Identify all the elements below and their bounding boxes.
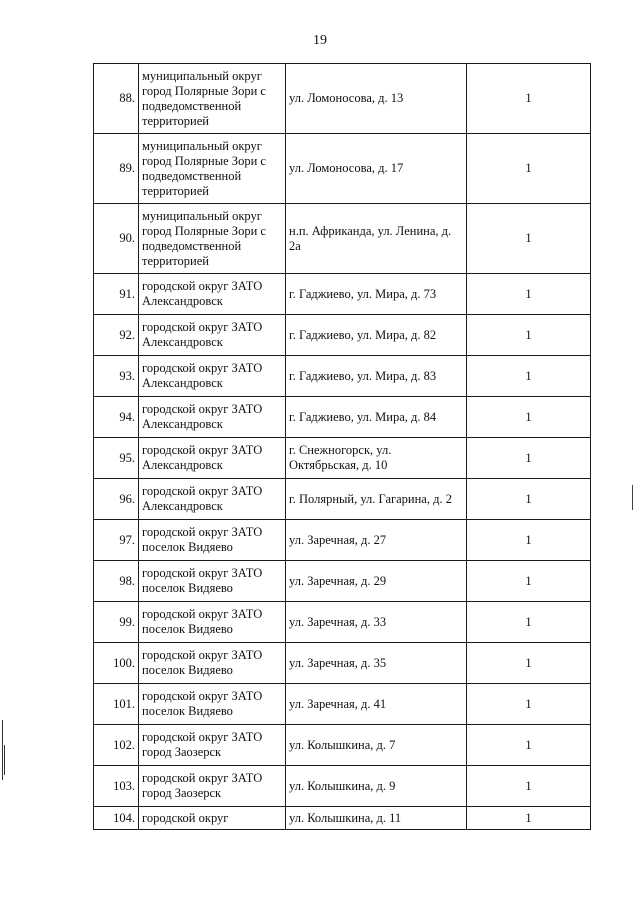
quantity-cell: 1: [467, 479, 591, 520]
table-row: [94, 64, 591, 134]
table-row: [94, 602, 591, 643]
quantity-cell: 1: [467, 274, 591, 315]
row-number: 92.: [94, 315, 139, 356]
table-row: [94, 479, 591, 520]
row-number: 88.: [94, 64, 139, 134]
address-cell: г. Гаджиево, ул. Мира, д. 82: [286, 315, 467, 356]
scan-edge-mark: [632, 485, 633, 510]
quantity-cell: 1: [467, 64, 591, 134]
row-number: 97.: [94, 520, 139, 561]
municipality-cell: городской округ ЗАТО поселок Видяево: [139, 520, 286, 561]
address-cell: г. Полярный, ул. Гагарина, д. 2: [286, 479, 467, 520]
quantity-cell: 1: [467, 397, 591, 438]
address-cell: ул. Ломоносова, д. 17: [286, 134, 467, 204]
quantity-cell: 1: [467, 315, 591, 356]
municipality-cell: муниципальный округ город Полярные Зори с подведомственной территорией: [139, 64, 286, 134]
row-number: 98.: [94, 561, 139, 602]
row-number: 91.: [94, 274, 139, 315]
municipality-cell: городской округ ЗАТО поселок Видяево: [139, 643, 286, 684]
table-row: [94, 684, 591, 725]
page-number: 19: [313, 33, 327, 48]
table-row: [94, 561, 591, 602]
quantity-cell: 1: [467, 438, 591, 479]
municipality-cell: городской округ ЗАТО Александровск: [139, 438, 286, 479]
table-row: [94, 134, 591, 204]
address-cell: ул. Колышкина, д. 9: [286, 766, 467, 807]
municipality-cell: городской округ ЗАТО поселок Видяево: [139, 684, 286, 725]
quantity-cell: 1: [467, 807, 591, 830]
address-cell: ул. Колышкина, д. 7: [286, 725, 467, 766]
table-row: [94, 274, 591, 315]
municipality-cell: городской округ ЗАТО Александровск: [139, 397, 286, 438]
row-number: 95.: [94, 438, 139, 479]
table-row: [94, 725, 591, 766]
table-row: [94, 397, 591, 438]
address-cell: ул. Ломоносова, д. 13: [286, 64, 467, 134]
quantity-cell: 1: [467, 204, 591, 274]
municipality-cell: муниципальный округ город Полярные Зори с подведомственной территорией: [139, 204, 286, 274]
table-row: [94, 807, 591, 830]
municipality-cell: городской округ: [139, 807, 286, 830]
table-row: [94, 520, 591, 561]
row-number: 102.: [94, 725, 139, 766]
quantity-cell: 1: [467, 602, 591, 643]
row-number: 99.: [94, 602, 139, 643]
quantity-cell: 1: [467, 766, 591, 807]
scan-edge-mark: [4, 745, 5, 775]
address-cell: ул. Заречная, д. 35: [286, 643, 467, 684]
row-number: 89.: [94, 134, 139, 204]
address-cell: н.п. Африканда, ул. Ленина, д. 2а: [286, 204, 467, 274]
row-number: 100.: [94, 643, 139, 684]
row-number: 94.: [94, 397, 139, 438]
table-row: [94, 315, 591, 356]
quantity-cell: 1: [467, 561, 591, 602]
address-cell: г. Снежногорск, ул. Октябрьская, д. 10: [286, 438, 467, 479]
table-row: [94, 204, 591, 274]
quantity-cell: 1: [467, 725, 591, 766]
quantity-cell: 1: [467, 356, 591, 397]
address-cell: г. Гаджиево, ул. Мира, д. 83: [286, 356, 467, 397]
municipality-cell: городской округ ЗАТО Александровск: [139, 479, 286, 520]
municipality-cell: муниципальный округ город Полярные Зори с подведомственной территорией: [139, 134, 286, 204]
table-row: [94, 438, 591, 479]
table-row: [94, 643, 591, 684]
row-number: 96.: [94, 479, 139, 520]
row-number: 101.: [94, 684, 139, 725]
quantity-cell: 1: [467, 134, 591, 204]
address-cell: ул. Колышкина, д. 11: [286, 807, 467, 830]
quantity-cell: 1: [467, 684, 591, 725]
address-cell: ул. Заречная, д. 27: [286, 520, 467, 561]
municipality-cell: городской округ ЗАТО поселок Видяево: [139, 602, 286, 643]
municipality-cell: городской округ ЗАТО город Заозерск: [139, 725, 286, 766]
address-cell: ул. Заречная, д. 41: [286, 684, 467, 725]
address-cell: ул. Заречная, д. 33: [286, 602, 467, 643]
municipality-cell: городской округ ЗАТО Александровск: [139, 315, 286, 356]
quantity-cell: 1: [467, 643, 591, 684]
row-number: 103.: [94, 766, 139, 807]
address-cell: г. Гаджиево, ул. Мира, д. 84: [286, 397, 467, 438]
table-row: [94, 356, 591, 397]
municipality-cell: городской округ ЗАТО поселок Видяево: [139, 561, 286, 602]
municipality-cell: городской округ ЗАТО Александровск: [139, 356, 286, 397]
quantity-cell: 1: [467, 520, 591, 561]
municipality-cell: городской округ ЗАТО Александровск: [139, 274, 286, 315]
address-cell: г. Гаджиево, ул. Мира, д. 73: [286, 274, 467, 315]
row-number: 104.: [94, 807, 139, 830]
registry-table: [93, 63, 591, 830]
address-cell: ул. Заречная, д. 29: [286, 561, 467, 602]
table-row: [94, 766, 591, 807]
municipality-cell: городской округ ЗАТО город Заозерск: [139, 766, 286, 807]
row-number: 93.: [94, 356, 139, 397]
scan-edge-mark: [2, 720, 3, 780]
row-number: 90.: [94, 204, 139, 274]
